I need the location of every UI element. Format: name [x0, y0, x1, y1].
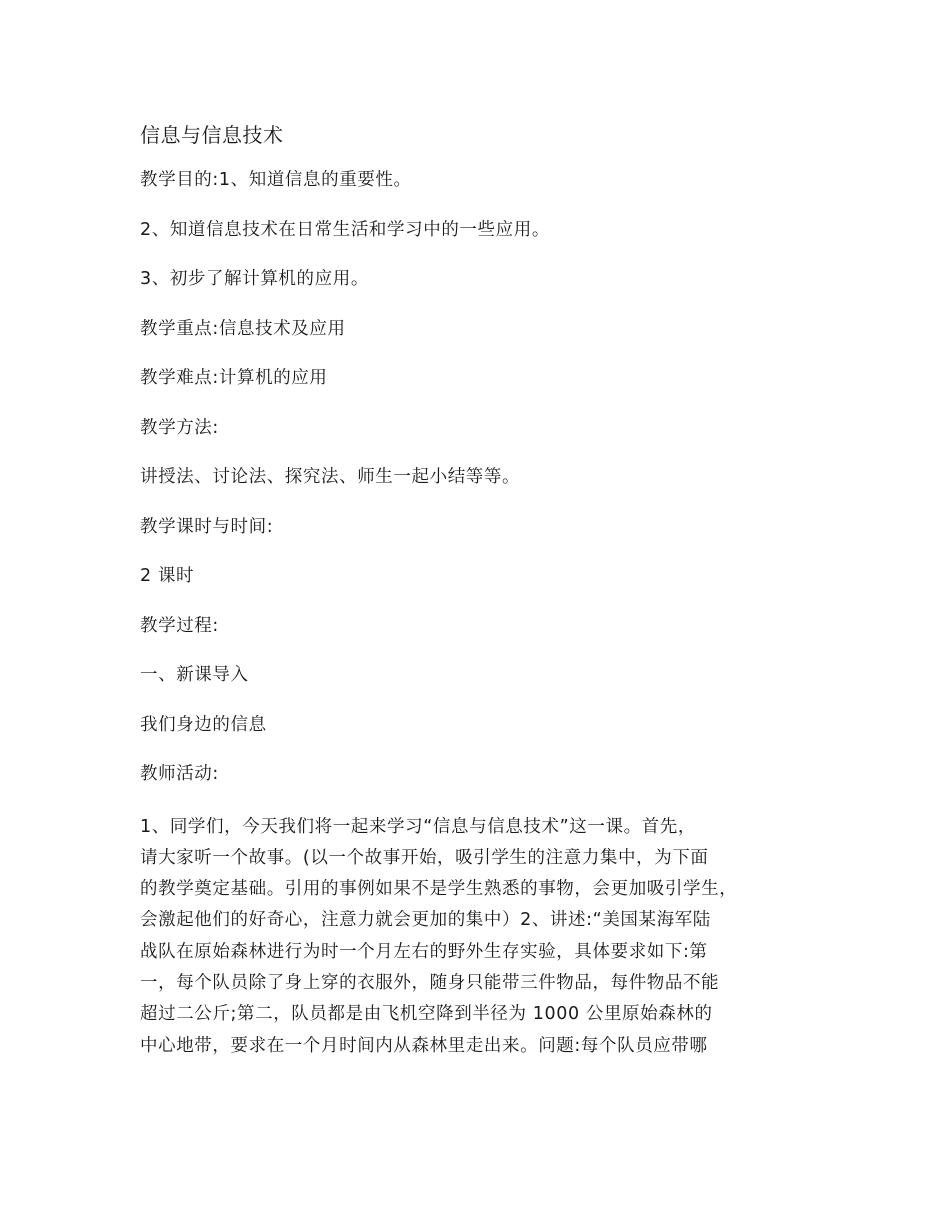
body-line: 中心地带，要求在一个月时间内从森林里走出来。问题:每个队员应带哪 — [140, 1035, 708, 1056]
body-line: 会激起他们的好奇心，注意力就会更加的集中）2、讲述:“美国某海军陆 — [140, 910, 711, 931]
paragraph-time-value: 2 课时 — [140, 566, 195, 586]
paragraph-teaching-goal: 教学目的:1、知道信息的重要性。 — [140, 170, 412, 190]
paragraph-goal-2: 2、知道信息技术在日常生活和学习中的一些应用。 — [140, 219, 550, 240]
body-line: 1、同学们，今天我们将一起来学习“信息与信息技术”这一课。首先， — [140, 816, 696, 837]
paragraph-teacher-activity: 教师活动: — [140, 764, 219, 784]
body-line: 战队在原始森林进行为时一个月左右的野外生存实验，具体要求如下:第 — [140, 941, 708, 962]
paragraph-key-point: 教学重点:信息技术及应用 — [140, 318, 346, 339]
body-text-block — [140, 812, 840, 1062]
paragraph-process-heading: 教学过程: — [140, 615, 219, 636]
paragraph-difficulty: 教学难点:计算机的应用 — [140, 368, 328, 388]
document-title: 信息与信息技术 — [140, 123, 284, 147]
body-line: 超过二公斤;第二，队员都是由飞机空降到半径为 1000 公里原始森林的 — [140, 1004, 713, 1025]
body-line: 请大家听一个故事。(以一个故事开始，吸引学生的注意力集中，为下面 — [140, 847, 709, 868]
body-line: 的教学奠定基础。引用的事例如果不是学生熟悉的事物，会更加吸引学生， — [140, 879, 738, 900]
paragraph-time-heading: 教学课时与时间: — [140, 516, 274, 537]
paragraph-section-one: 一、新课导入 — [140, 665, 249, 685]
paragraph-goal-3: 3、初步了解计算机的应用。 — [140, 269, 369, 289]
paragraph-info-around: 我们身边的信息 — [140, 714, 267, 735]
document-content — [140, 119, 840, 1062]
paragraph-method-list: 讲授法、讨论法、探究法、师生一起小结等等。 — [140, 467, 521, 487]
body-line: 一，每个队员除了身上穿的衣服外，随身只能带三件物品，每件物品不能 — [140, 972, 720, 993]
paragraph-method-heading: 教学方法: — [140, 417, 219, 438]
